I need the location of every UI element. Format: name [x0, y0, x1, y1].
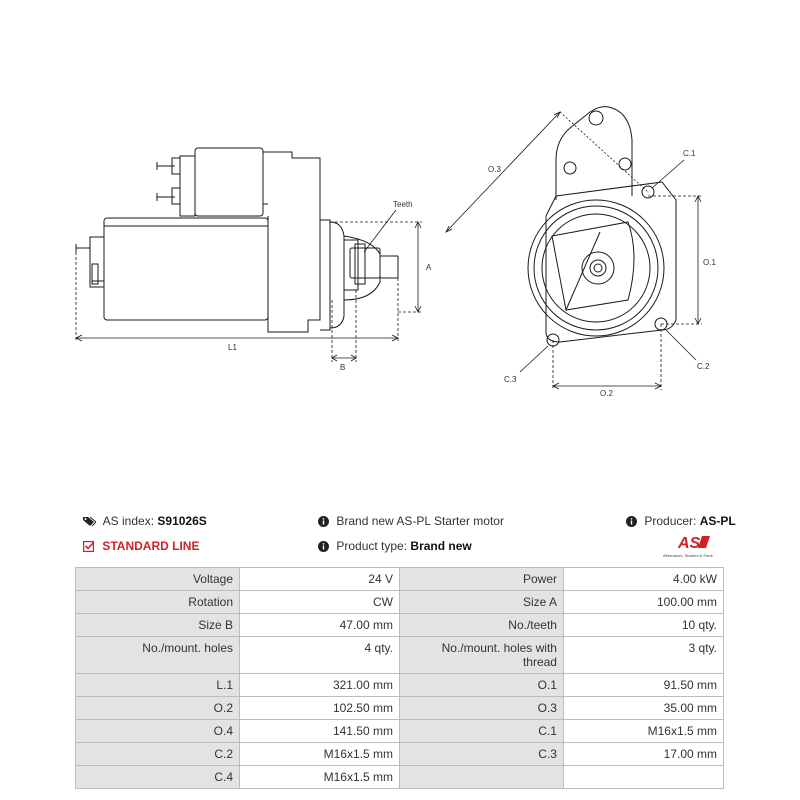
teeth-label: Teeth [393, 200, 413, 209]
spec-label: O.4 [76, 720, 240, 743]
spec-label: C.1 [399, 720, 563, 743]
spec-value: 4 qty. [240, 637, 400, 674]
spec-value: 17.00 mm [563, 743, 723, 766]
front-view-dimensions [446, 112, 702, 390]
table-row [76, 568, 724, 591]
logo-tagline: Alternators, Starters & Parts [663, 553, 713, 558]
as-index-value: S91026S [157, 514, 207, 528]
spec-value: 100.00 mm [563, 591, 723, 614]
spec-label: O.3 [399, 697, 563, 720]
spec-label: C.4 [76, 766, 240, 789]
table-row [76, 591, 724, 614]
spec-value: 141.50 mm [240, 720, 400, 743]
dimension-o3-label: O.3 [488, 165, 501, 174]
spec-value: 47.00 mm [240, 614, 400, 637]
dimension-b-label: B [340, 363, 346, 372]
spec-label: Size B [76, 614, 240, 637]
producer [626, 514, 736, 528]
dimension-o1-label: O.1 [703, 258, 716, 267]
table-row [76, 674, 724, 697]
table-row [76, 697, 724, 720]
producer-label: Producer: [644, 514, 697, 528]
table-row [76, 614, 724, 637]
spec-label: O.2 [76, 697, 240, 720]
dimension-o2-label: O.2 [600, 389, 613, 398]
description-text: Brand new AS-PL Starter motor [336, 514, 504, 528]
spec-label: Rotation [76, 591, 240, 614]
spec-value: 35.00 mm [563, 697, 723, 720]
spec-label: O.1 [399, 674, 563, 697]
spec-label: C.2 [76, 743, 240, 766]
front-view [528, 107, 676, 346]
product-type-label: Product type: [336, 539, 408, 553]
as-index-label: AS index: [102, 514, 155, 528]
dimension-l1-label: L1 [228, 343, 237, 352]
spec-label: Size A [399, 591, 563, 614]
standard-line-text: STANDARD LINE [102, 539, 200, 553]
table-row [76, 720, 724, 743]
as-pl-logo [662, 532, 726, 560]
as-index [83, 514, 207, 528]
spec-label [399, 766, 563, 789]
dimension-c2-label: C.2 [697, 362, 710, 371]
side-view [76, 148, 398, 332]
spec-label: No./mount. holes with thread [399, 637, 563, 674]
spec-label: No./teeth [399, 614, 563, 637]
spec-label: No./mount. holes [76, 637, 240, 674]
spec-value: CW [240, 591, 400, 614]
specifications-body [76, 568, 724, 789]
spec-value: 4.00 kW [563, 568, 723, 591]
dimension-c3-label: C.3 [504, 375, 517, 384]
spec-label: Power [399, 568, 563, 591]
spec-value: 3 qty. [563, 637, 723, 674]
spec-value: M16x1.5 mm [563, 720, 723, 743]
info-icon [318, 541, 329, 552]
spec-label: Voltage [76, 568, 240, 591]
product-type-value: Brand new [410, 539, 472, 553]
spec-value: M16x1.5 mm [240, 743, 400, 766]
product-type [318, 539, 472, 553]
logo-text: AS [678, 535, 701, 552]
spec-value [563, 766, 723, 789]
table-row [76, 743, 724, 766]
spec-value: 24 V [240, 568, 400, 591]
table-row [76, 766, 724, 789]
spec-value: M16x1.5 mm [240, 766, 400, 789]
spec-value: 321.00 mm [240, 674, 400, 697]
info-icon [318, 516, 329, 527]
spec-label: L.1 [76, 674, 240, 697]
spec-value: 91.50 mm [563, 674, 723, 697]
spec-label: C.3 [399, 743, 563, 766]
spec-value: 10 qty. [563, 614, 723, 637]
dimension-a-label: A [426, 263, 432, 272]
standard-line [83, 539, 199, 553]
specifications-table [75, 567, 724, 789]
dimension-c1-label: C.1 [683, 149, 696, 158]
table-row [76, 637, 724, 674]
spec-value: 102.50 mm [240, 697, 400, 720]
checkbox-check-icon [83, 541, 95, 552]
side-view-dimensions [76, 222, 422, 362]
description [318, 514, 504, 528]
info-icon [626, 516, 637, 527]
producer-value: AS-PL [699, 514, 736, 528]
tag-icon [83, 516, 96, 527]
